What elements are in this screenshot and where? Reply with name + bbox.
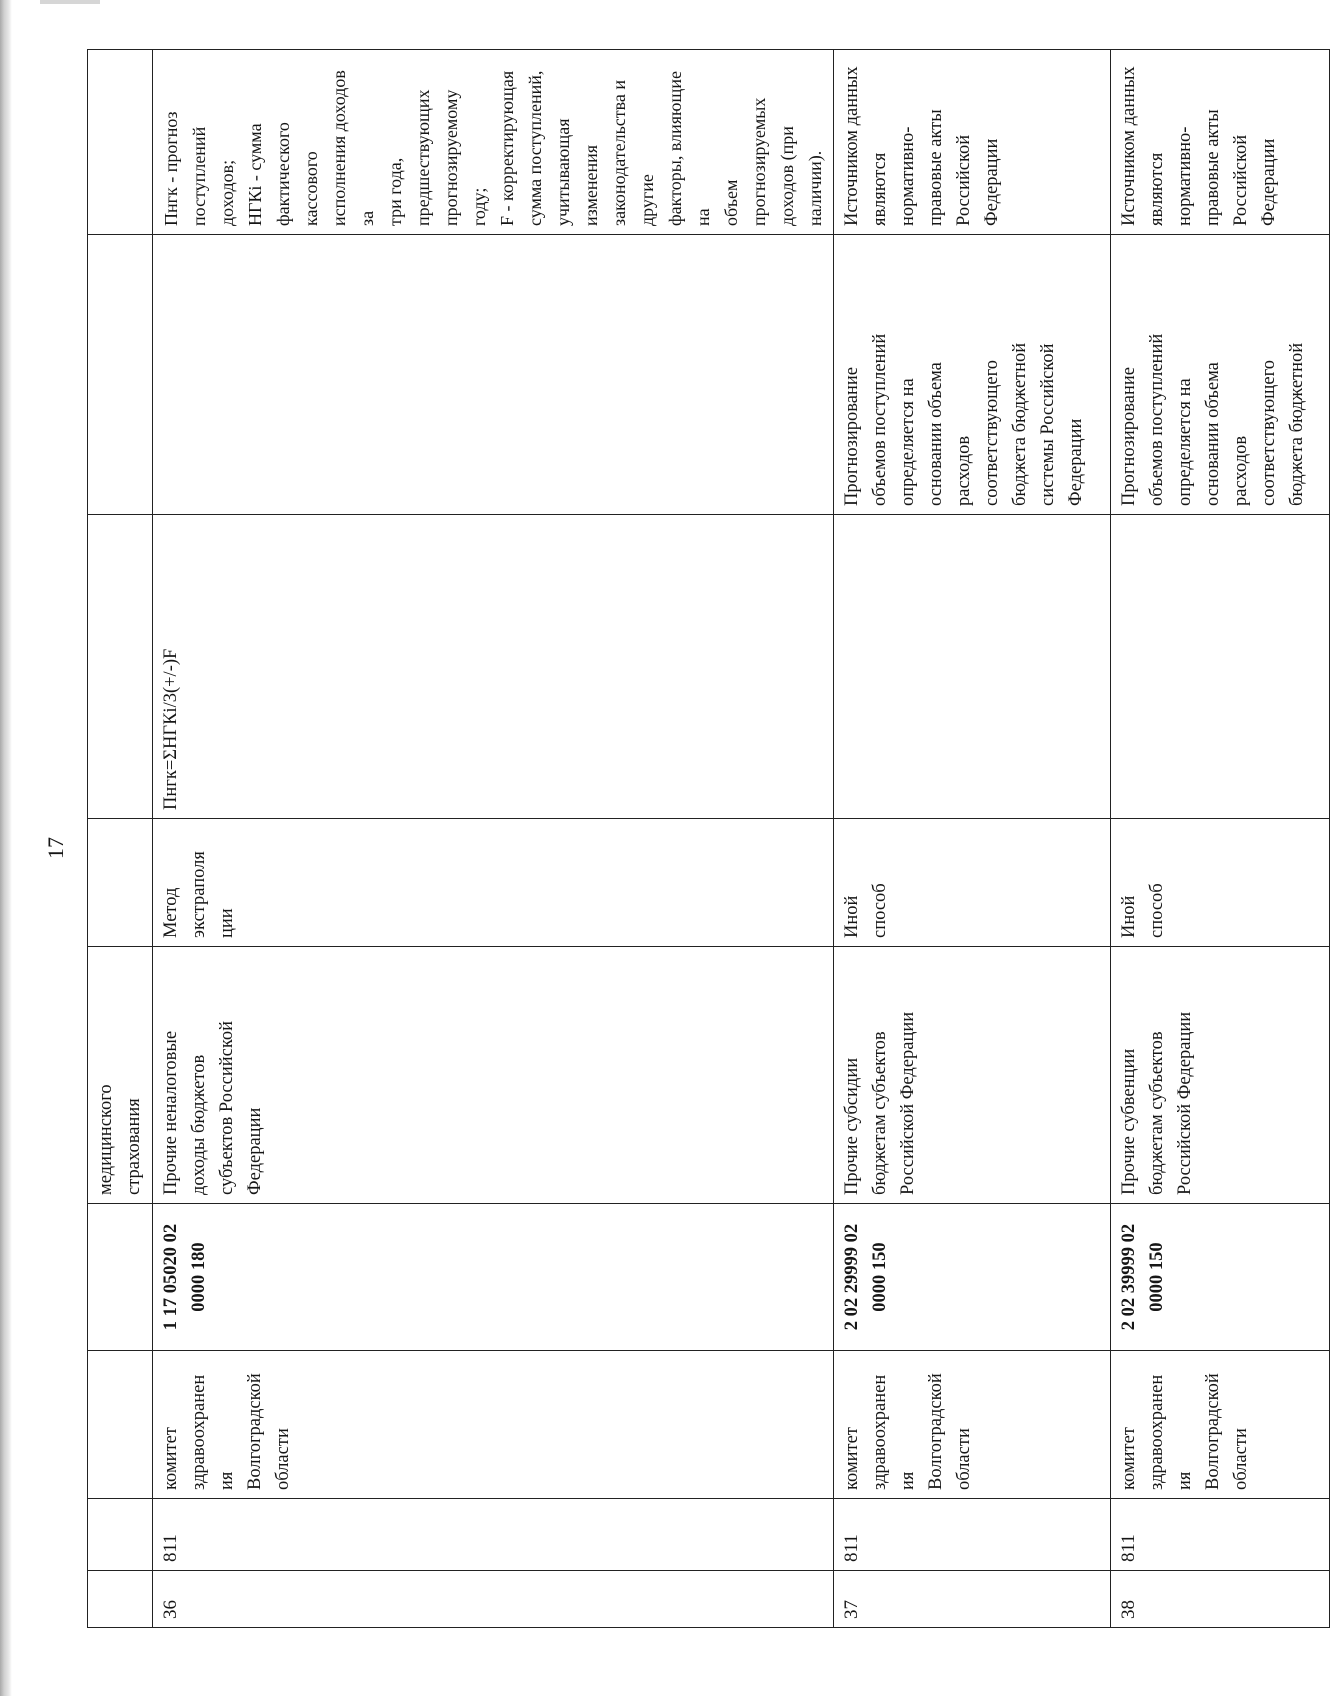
page-number: 17	[43, 837, 68, 859]
cell-admin-code	[88, 1499, 153, 1571]
rotated-table-wrapper	[87, 50, 1307, 1628]
cell-formula: Пнгк=ΣНГКi/3(+/-)F	[153, 515, 834, 819]
cell-formula	[88, 515, 153, 819]
cell-formula	[1111, 515, 1330, 819]
cell-kbk: 2 02 29999 02 0000 150	[834, 1204, 1111, 1351]
cell-description: Источником данных являются нормативно- правовые акты Российской Федерации	[1111, 50, 1330, 235]
revenue-forecast-table	[87, 49, 1330, 1628]
cell-method: Иной способ	[834, 819, 1111, 947]
cell-description: Источником данных являются нормативно- правовые акты Российской Федерации	[834, 50, 1111, 235]
cell-admin-code: 811	[153, 1499, 834, 1571]
cell-income-name: Прочие субвенции бюджетам субъектов Российской Федерации	[1111, 947, 1330, 1204]
cell-income-name: Прочие неналоговые доходы бюджетов субъектов Российской Федерации	[153, 947, 834, 1204]
cell-admin-name: комитет здравоохранен ия Волгоградской области	[834, 1351, 1111, 1499]
cell-income-name	[88, 947, 153, 1204]
cell-num: 37	[834, 1571, 1111, 1628]
cell-num: 38	[1111, 1571, 1330, 1628]
cell-admin-name: комитет здравоохранен ия Волгоградской области	[153, 1351, 834, 1499]
cell-description	[88, 50, 153, 235]
table-row	[153, 50, 834, 1628]
cell-algorithm: Прогнозирование объемов поступлений определяется на основании объема расходов соответствующего бюджета бюджетной	[1111, 235, 1330, 515]
cell-kbk: 2 02 39999 02 0000 150	[1111, 1204, 1330, 1351]
cell-description: Пнгк - прогноз поступлений доходов; НГКi - сумма фактического кассового исполнения доходов за три года, предшествующих прогнозируемому году; F - корректирующая сумма поступлений, учитывающая изменения законодательства и другие факторы, влияющие на объем прогнозируемых доходов (при наличии).	[153, 50, 834, 235]
cell-admin-code: 811	[834, 1499, 1111, 1571]
cell-method: Метод экстраполя ции	[153, 819, 834, 947]
cell-kbk	[88, 1204, 153, 1351]
cell-num	[88, 1571, 153, 1628]
cell-algorithm	[88, 235, 153, 515]
scan-left-edge	[0, 0, 12, 1696]
cell-kbk: 1 17 05020 02 0000 180	[153, 1204, 834, 1351]
table-row	[1111, 50, 1330, 1628]
cell-method	[88, 819, 153, 947]
cell-admin-name: комитет здравоохранен ия Волгоградской области	[1111, 1351, 1330, 1499]
cell-num: 36	[153, 1571, 834, 1628]
cell-method: Иной способ	[1111, 819, 1330, 947]
table-row	[834, 50, 1111, 1628]
cell-income-name: Прочие субсидии бюджетам субъектов Российской Федерации	[834, 947, 1111, 1204]
income-name-continuation: медицинского страхования	[96, 1084, 144, 1195]
table-row-continuation	[88, 50, 153, 1628]
cell-algorithm: Прогнозирование объемов поступлений определяется на основании объема расходов соответствующего бюджета бюджетной системы Российской Федерации	[834, 235, 1111, 515]
cell-algorithm	[153, 235, 834, 515]
cell-admin-code: 811	[1111, 1499, 1330, 1571]
scan-top-smudge	[40, 0, 100, 4]
cell-admin-name	[88, 1351, 153, 1499]
cell-formula	[834, 515, 1111, 819]
